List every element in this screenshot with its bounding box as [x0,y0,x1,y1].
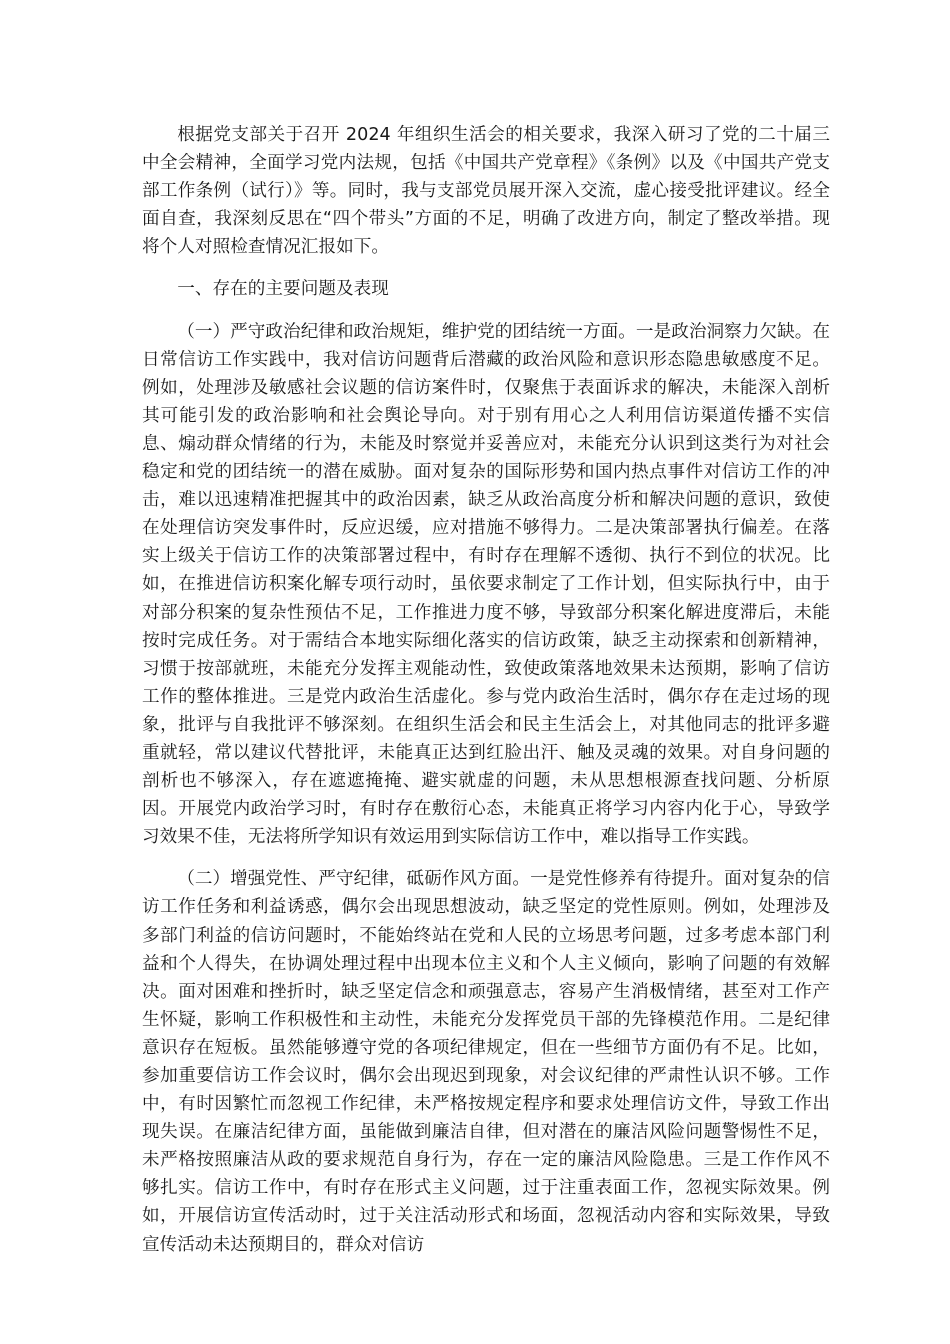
section-heading: 一、存在的主要问题及表现 [177,279,389,300]
intro-paragraph: 根据党支部关于召开 2024 年组织生活会的相关要求，我深入研习了党的二十届三中全会精神，全面学习党内法规，包括《中国共产党章程》《条例》以及《中国共产党支部工作条例（试行）》等。同时，我与支部党员展开深入交流，虚心接受批评建议。经全面自查，我深刻反思在“四个带头”方面的不足，明确了改进方向，制定了整改举措。现将个人对照检查情况汇报如下。 [142,125,830,258]
document-body [142,121,830,1259]
paragraph-party-spirit: （二）增强党性、严守纪律，砥砺作风方面。一是党性修养有待提升。面对复杂的信访工作任务和利益诱惑，偶尔会出现思想波动，缺乏坚定的党性原则。例如，处理涉及多部门利益的信访问题时，不能始终站在党和人民的立场思考问题，过多考虑本部门利益和个人得失，在协调处理过程中出现本位主义和个人主义倾向，影响了问题的有效解决。面对困难和挫折时，缺乏坚定信念和顽强意志，容易产生消极情绪，甚至对工作产生怀疑，影响工作积极性和主动性，未能充分发挥党员干部的先锋模范作用。二是纪律意识存在短板。虽然能够遵守党的各项纪律规定，但在一些细节方面仍有不足。比如，参加重要信访工作会议时，偶尔会出现迟到现象，对会议纪律的严肃性认识不够。工作中，有时因繁忙而忽视工作纪律，未严格按规定程序和要求处理信访文件，导致工作出现失误。在廉洁纪律方面，虽能做到廉洁自律，但对潜在的廉洁风险问题警惕性不足，未严格按照廉洁从政的要求规范自身行为，存在一定的廉洁风险隐患。三是工作作风不够扎实。信访工作中，有时存在形式主义问题，过于注重表面工作，忽视实际效果。例如，开展信访宣传活动时，过于关注活动形式和场面，忽视活动内容和实际效果，导致宣传活动未达预期目的，群众对信访 [142,869,831,1255]
paragraph-political-discipline: （一）严守政治纪律和政治规矩，维护党的团结统一方面。一是政治洞察力欠缺。在日常信访工作实践中，我对信访问题背后潜藏的政治风险和意识形态隐患敏感度不足。例如，处理涉及敏感社会议题的信访案件时，仅聚焦于表面诉求的解决，未能深入剖析其可能引发的政治影响和社会舆论导向。对于别有用心之人利用信访渠道传播不实信息、煽动群众情绪的行为，未能及时察觉并妥善应对，未能充分认识到这类行为对社会稳定和党的团结统一的潜在威胁。面对复杂的国际形势和国内热点事件对信访工作的冲击，难以迅速精准把握其中的政治因素，缺乏从政治高度分析和解决问题的意识，致使在处理信访突发事件时，反应迟缓，应对措施不够得力。二是决策部署执行偏差。在落实上级关于信访工作的决策部署过程中，有时存在理解不透彻、执行不到位的状况。比如，在推进信访积案化解专项行动时，虽依要求制定了工作计划，但实际执行中，由于对部分积案的复杂性预估不足，工作推进力度不够，导致部分积案化解进度滞后，未能按时完成任务。对于需结合本地实际细化落实的信访政策，缺乏主动探索和创新精神，习惯于按部就班，未能充分发挥主观能动性，致使政策落地效果未达预期，影响了信访工作的整体推进。三是党内政治生活虚化。参与党内政治生活时，偶尔存在走过场的现象，批评与自我批评不够深刻。在组织生活会和民主生活会上，对其他同志的批评多避重就轻，常以建议代替批评，未能真正达到红脸出汗、触及灵魂的效果。对自身问题的剖析也不够深入，存在遮遮掩掩、避实就虚的问题，未从思想根源查找问题、分析原因。开展党内政治学习时，有时存在敷衍心态，未能真正将学习内容内化于心，导致学习效果不佳，无法将所学知识有效运用到实际信访工作中，难以指导工作实践。 [142,321,831,848]
